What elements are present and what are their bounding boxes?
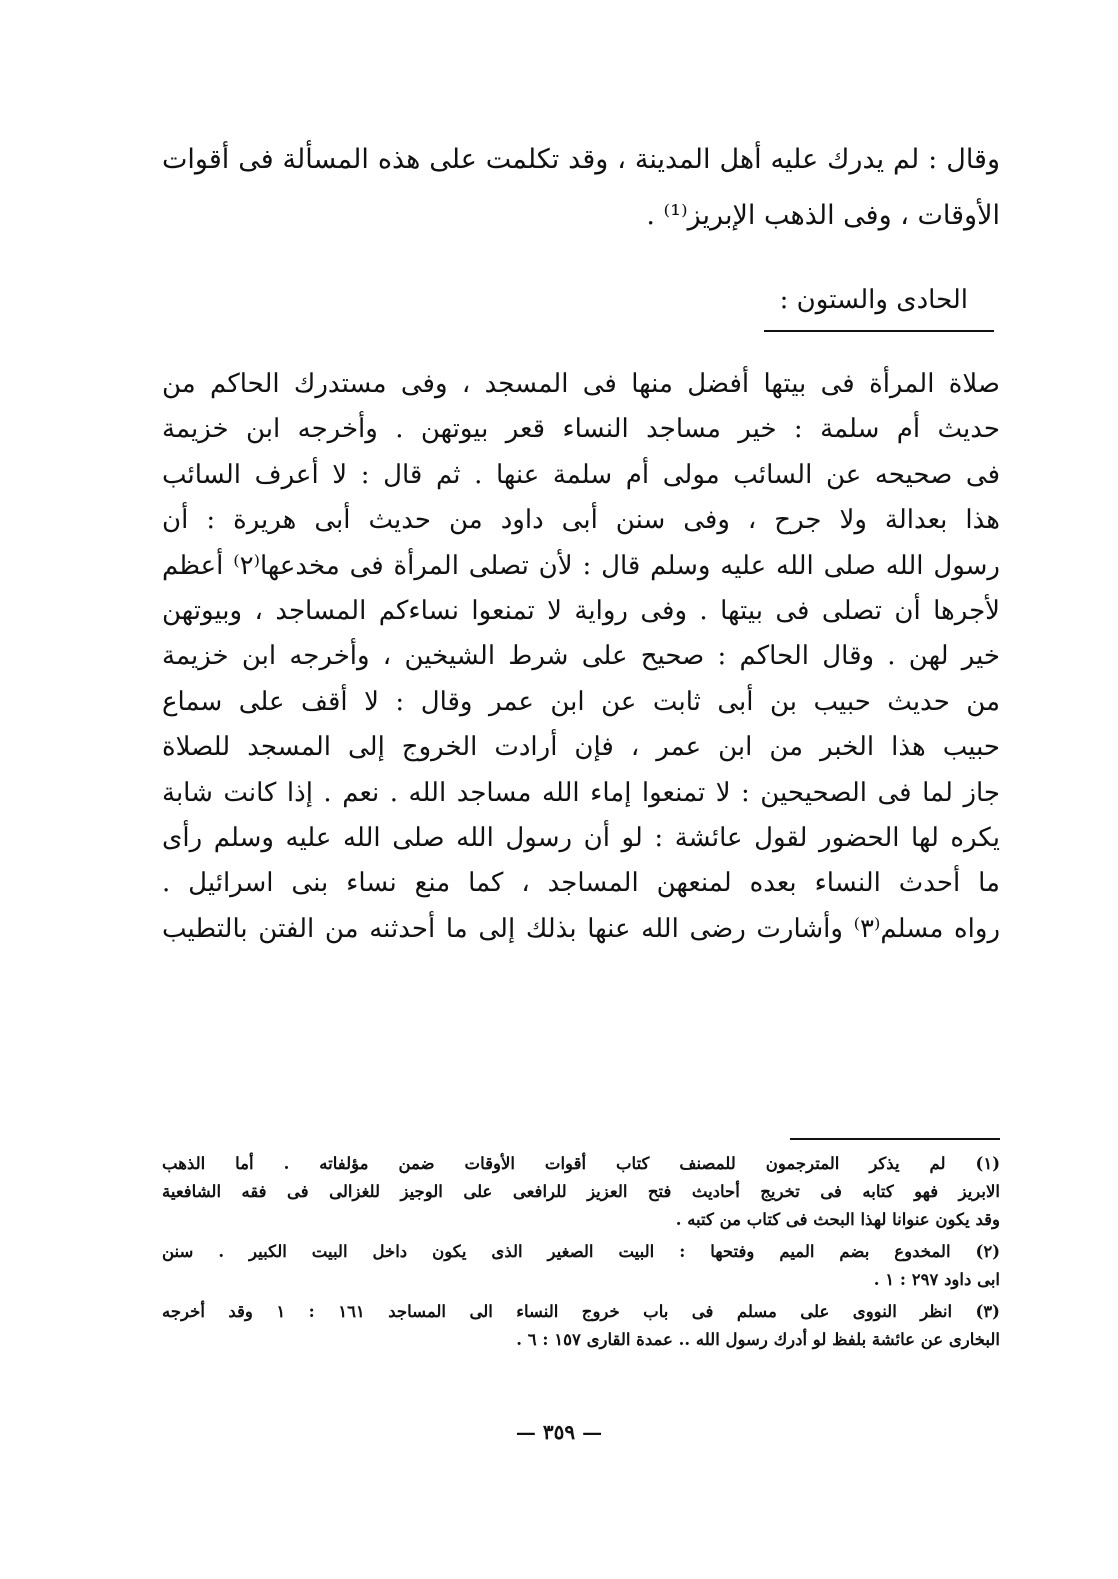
text-line: رسول الله صلى الله عليه وسلم قال : لأن تصلى المرأة فى مخدعها⁽٢⁾ أعظم [162,550,1000,581]
footnote-line: الابريز فهو كتابه فى تخريج أحاديث فتح العزيز للرافعى على الوجيز للغزالى فى فقه الشافعية [162,1182,1000,1201]
text-line: خير لهن . وقال الحاكم : صحيح على شرط الشيخين ، وأخرجه ابن خزيمة [162,641,1001,672]
footnote-line: البخارى عن عائشة بلفظ لو أدرك رسول الله .. عمدة القارى ١٥٧ : ٦ . [516,1330,1000,1349]
text-line: حبيب هذا الخبر من ابن عمر ، فإن أرادت الخروج إلى المسجد للصلاة [162,732,1000,763]
page-number: — ٣٥٩ — [515,1420,603,1444]
footnote-separator [790,1138,1000,1140]
intro-paragraph [162,132,1000,244]
heading-underline [764,330,994,332]
text-line: حديث أم سلمة : خير مساجد النساء قعر بيوتهن . وأخرجه ابن خزيمة [162,414,1000,445]
footnote-line: (٢) المخدوع بضم الميم وفتحها : البيت الصغير الذى يكون داخل البيت الكبير . سنن [162,1242,1000,1261]
text-line: فى صحيحه عن السائب مولى أم سلمة عنها . ثم قال : لا أعرف السائب [162,459,1000,490]
text-line: وقال : لم يدرك عليه أهل المدينة ، وقد تكلمت على هذه المسألة فى أقوات [162,144,1000,175]
footnote-line: ابى داود ٢٩٧ : ١ . [873,1270,1000,1289]
text-line: من حديث حبيب بن أبى ثابت عن ابن عمر وقال : لا أقف على سماع [162,686,1000,717]
section-heading: الحادى والستون : [779,285,968,315]
footnote-line: (١) لم يذكر المترجمون للمصنف كتاب أقوات الأوقات ضمن مؤلفاته . أما الذهب [162,1154,1000,1173]
main-paragraph [162,362,1000,952]
text-line: هذا بعدالة ولا جرح ، وفى سنن أبى داود من حديث أبى هريرة : أن [162,505,1000,536]
text-line: الأوقات ، وفى الذهب الإبريز⁽¹⁾ . [646,200,1000,231]
footnote-3 [162,1298,1000,1354]
text-line: يكره لها الحضور لقول عائشة : لو أن رسول الله صلى الله عليه وسلم رأى [162,822,1000,853]
text-line: رواه مسلم⁽٣⁾ وأشارت رضى الله عنها بذلك إلى ما أحدثنه من الفتن بالتطيب [162,913,1000,944]
footnote-2 [162,1238,1000,1294]
footnotes [162,1150,1000,1358]
footnote-1 [162,1150,1000,1234]
footnote-line: (٣) انظر النووى على مسلم فى باب خروج النساء الى المساجد ١٦١ : ١ وقد أخرجه [162,1302,1000,1321]
footnote-line: وقد يكون عنوانا لهذا البحث فى كتاب من كتبه . [675,1210,1000,1229]
text-line: ما أحدث النساء بعده لمنعهن المساجد ، كما منع نساء بنى اسرائيل . [162,868,1000,899]
text-line: جاز لما فى الصحيحين : لا تمنعوا إماء الله مساجد الله . نعم . إذا كانت شابة [162,777,1000,808]
text-line: صلاة المرأة فى بيتها أفضل منها فى المسجد ، وفى مستدرك الحاكم من [162,369,1000,399]
text-line: لأجرها أن تصلى فى بيتها . وفى رواية لا تمنعوا نساءكم المساجد ، وبيوتهن [162,595,1000,626]
